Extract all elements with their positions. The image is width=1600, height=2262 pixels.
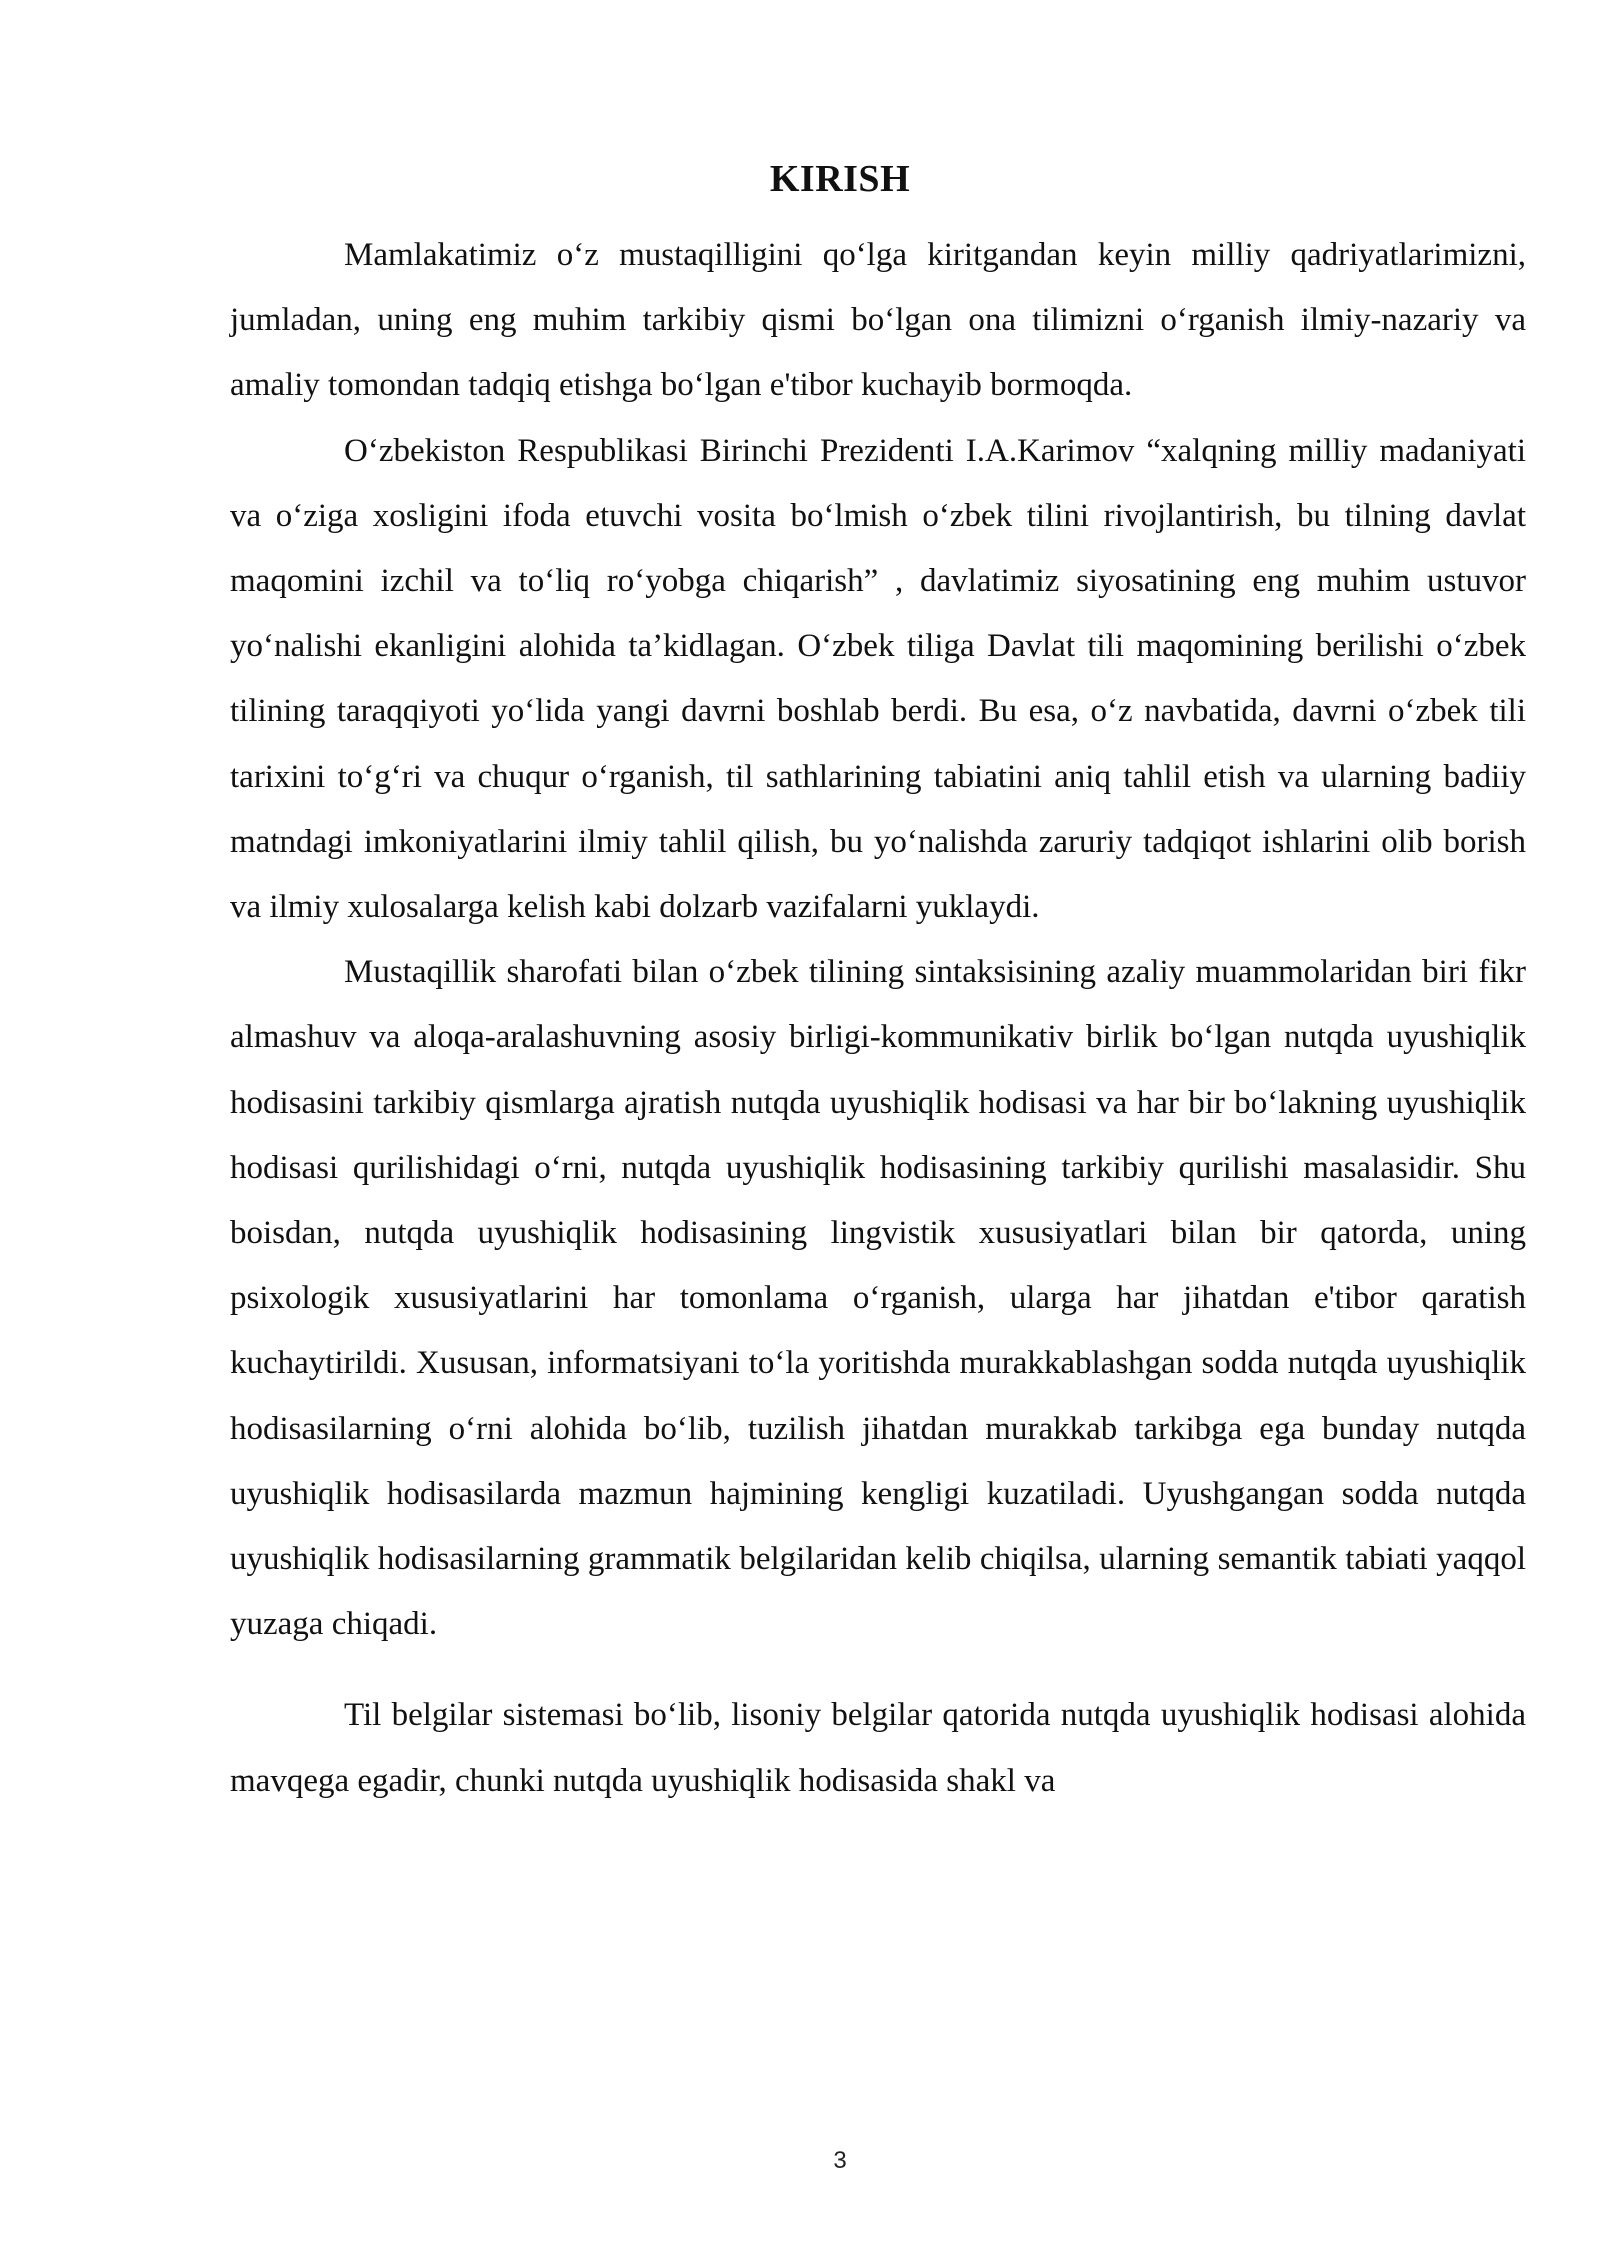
paragraph-4: Til belgilar sistemasi bo‘lib, lisoniy belgilar qatorida nutqda uyushiqlik hodisasi alohida mavqega egadir, chunki nutqda uyushiqlik hodisasida shakl va [230, 1697, 1526, 1799]
paragraph-3: Mustaqillik sharofati bilan o‘zbek tilining sintaksisining azaliy muammolaridan biri fikr almashuv va aloqa-aralashuvning asosiy birligi-kommunikativ birlik bo‘lgan nutqda uyushiqlik hodisasini tarkibiy qismlarga ajratish nutqda uyushiqlik hodisasi va har bir bo‘lakning uyushiqlik hodisasi qurilishidagi o‘rni, nutqda uyushiqlik hodisasining tarkibiy qurilishi masalasidir. Shu boisdan, nutqda uyushiqlik hodisasining lingvistik xususiyatlari bilan bir qatorda, uning psixologik xususiyatlarini har tomonlama o‘rganish, ularga har jihatdan e'tibor qaratish kuchaytirildi. Xususan, informatsiyani to‘la yoritishda murakkablashgan sodda nutqda uyushiqlik hodisasilarning o‘rni alohida bo‘lib, tuzilish jihatdan murakkab tarkibga ega bunday nutqda uyushiqlik hodisasilarda mazmun hajmining kengligi kuzatiladi. Uyushgangan sodda nutqda uyushiqlik hodisasilarning grammatik belgilaridan kelib chiqilsa, ularning semantik tabiati yaqqol yuzaga chiqadi. [230, 954, 1526, 1643]
page-number: 3 [833, 2147, 847, 2174]
body-text [230, 223, 1526, 1814]
page-title: KIRISH [769, 158, 911, 200]
paragraph-2: O‘zbekiston Respublikasi Birinchi Prezidenti I.A.Karimov “xalqning milliy madaniyati va o‘ziga xosligini ifoda etuvchi vosita bo‘lmish o‘zbek tilini rivojlantirish, bu tilning davlat maqomini izchil va to‘liq ro‘yobga chiqarish” , davlatimiz siyosatining eng muhim ustuvor yo‘nalishi ekanligini alohida ta’kidlagan. O‘zbek tiliga Davlat tili maqomining berilishi o‘zbek tilining taraqqiyoti yo‘lida yangi davrni boshlab berdi. Bu esa, o‘z navbatida, davrni o‘zbek tili tarixini to‘g‘ri va chuqur o‘rganish, til sathlarining tabiatini aniq tahlil etish va ularning badiiy matndagi imkoniyatlarini ilmiy tahlil qilish, bu yo‘nalishda zaruriy tadqiqot ishlarini olib borish va ilmiy xulosalarga kelish kabi dolzarb vazifalarni yuklaydi. [230, 432, 1526, 926]
paragraph-1: Mamlakatimiz o‘z mustaqilligini qo‘lga kiritgandan keyin milliy qadriyatlarimizni, jumladan, uning eng muhim tarkibiy qismi bo‘lgan ona tilimizni o‘rganish ilmiy-nazariy va amaliy tomondan tadqiq etishga bo‘lgan e'tibor kuchayib bormoqda. [230, 237, 1526, 404]
